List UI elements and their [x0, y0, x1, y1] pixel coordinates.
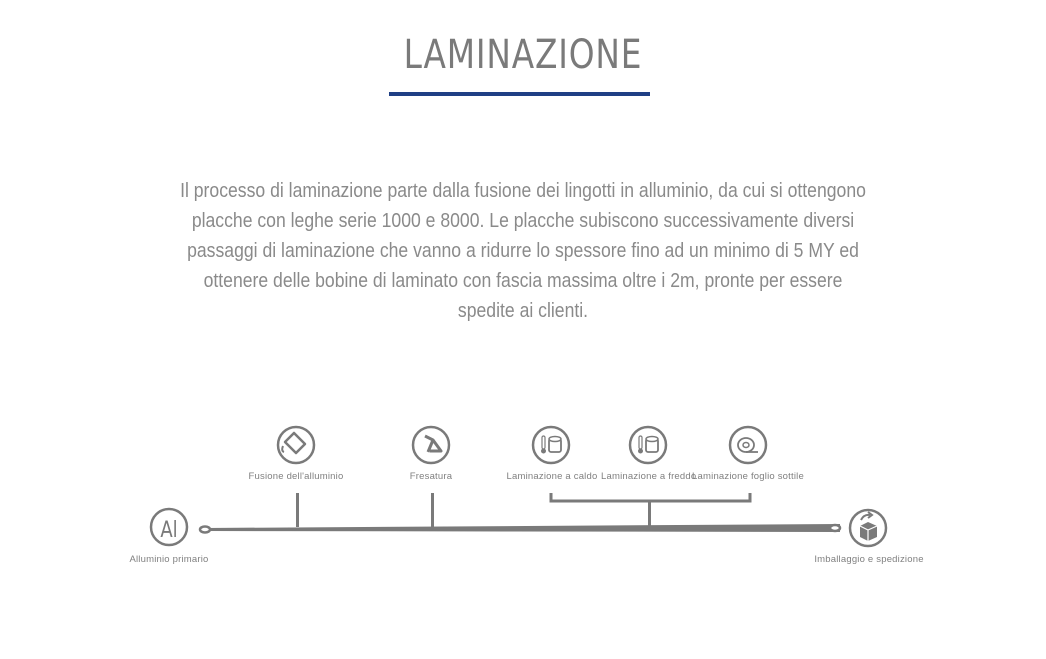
timeline-start-cap	[200, 527, 210, 533]
intro-paragraph: Il processo di laminazione parte dalla fusione dei lingotti in alluminio, da cui si ottengono placche con leghe serie 1000 e 8000. Le placche subiscono successivamente diversi passaggi di laminazione che vanno a ridurre lo spessore fino ad un minimo di 5 MY ed ottenere delle bobine di laminato con fascia massima oltre i 2m, pronte per essere spedite ai clienti.	[180, 180, 866, 322]
hot-rolling-thermometer-icon	[533, 427, 569, 463]
al-symbol: Al	[160, 516, 178, 543]
timeline-end-cap	[830, 525, 840, 531]
package-box-icon	[850, 510, 886, 546]
milling-blade-icon	[413, 427, 449, 463]
stage-label-sottile: Laminazione foglio sottile	[692, 471, 804, 482]
aluminium-element-icon	[151, 509, 187, 545]
stage-label-fusione: Fusione dell'alluminio	[248, 471, 344, 482]
rolling-bracket	[551, 493, 750, 501]
foil-roll-icon	[730, 427, 766, 463]
connector-laminazione	[648, 500, 651, 526]
stage-label-freddo: Laminazione a freddo	[601, 471, 697, 482]
stage-label-fresatura: Fresatura	[409, 471, 453, 482]
stage-label-end: Imballaggio e spedizione	[814, 554, 924, 565]
connector-fusione	[296, 493, 299, 527]
connector-fresatura	[431, 493, 434, 527]
page-title: LAMINAZIONE	[403, 32, 643, 78]
stage-label-caldo: Laminazione a caldo	[506, 471, 598, 482]
timeline-bar	[205, 524, 840, 532]
cold-rolling-thermometer-icon	[630, 427, 666, 463]
stage-label-start: Alluminio primario	[129, 554, 209, 565]
melting-crucible-icon	[278, 427, 314, 463]
